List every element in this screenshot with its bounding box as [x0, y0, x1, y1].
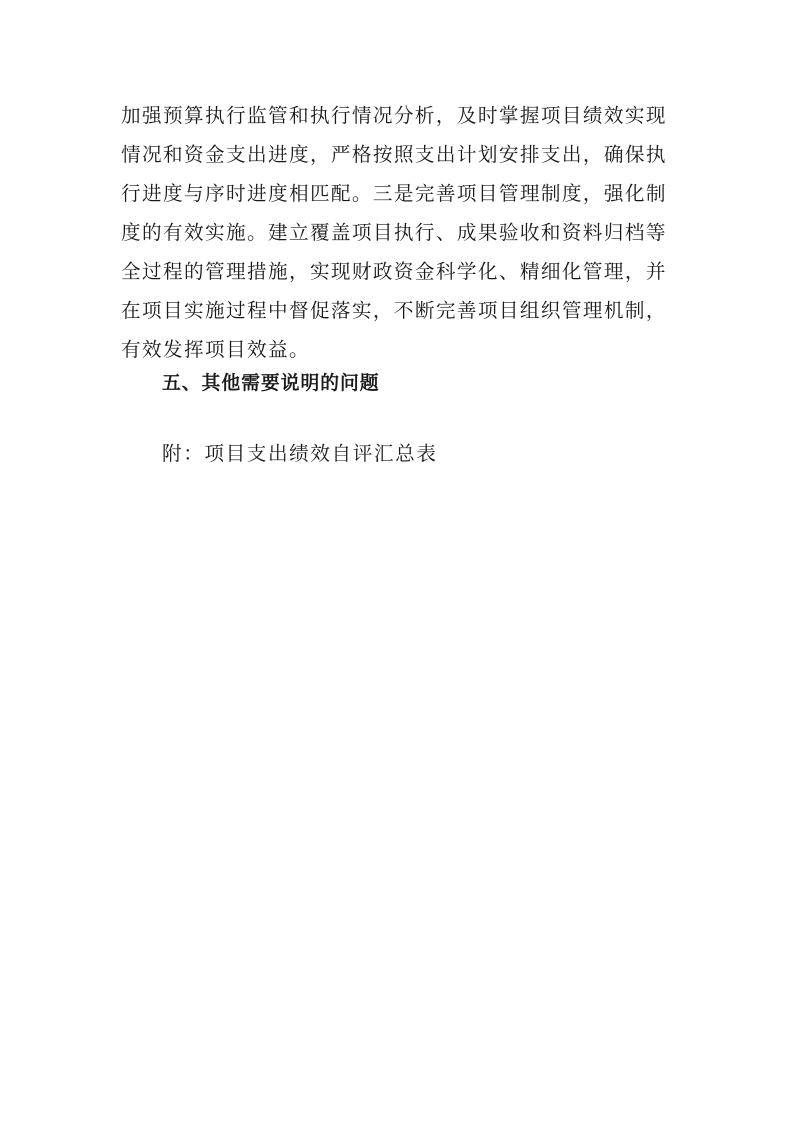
section-heading: 五、其他需要说明的问题: [162, 373, 380, 394]
body-paragraph: [121, 96, 681, 369]
paragraph-line: 行进度与序时进度相匹配。三是完善项目管理制度，强化制: [121, 182, 667, 205]
paragraph-line: 加强预算执行监管和执行情况分析，及时掌握项目绩效实现: [121, 104, 667, 127]
attachment-note: 附：项目支出绩效自评汇总表: [162, 442, 438, 465]
paragraph-line: 有效发挥项目效益。: [121, 338, 310, 361]
paragraph-line: 全过程的管理措施，实现财政资金科学化、精细化管理，并: [121, 260, 667, 283]
paragraph-line: 情况和资金支出进度，严格按照支出计划安排支出，确保执: [121, 143, 667, 166]
paragraph-line: 在项目实施过程中督促落实，不断完善项目组织管理机制，: [121, 299, 667, 322]
paragraph-line: 度的有效实施。建立覆盖项目执行、成果验收和资料归档等: [121, 221, 667, 244]
